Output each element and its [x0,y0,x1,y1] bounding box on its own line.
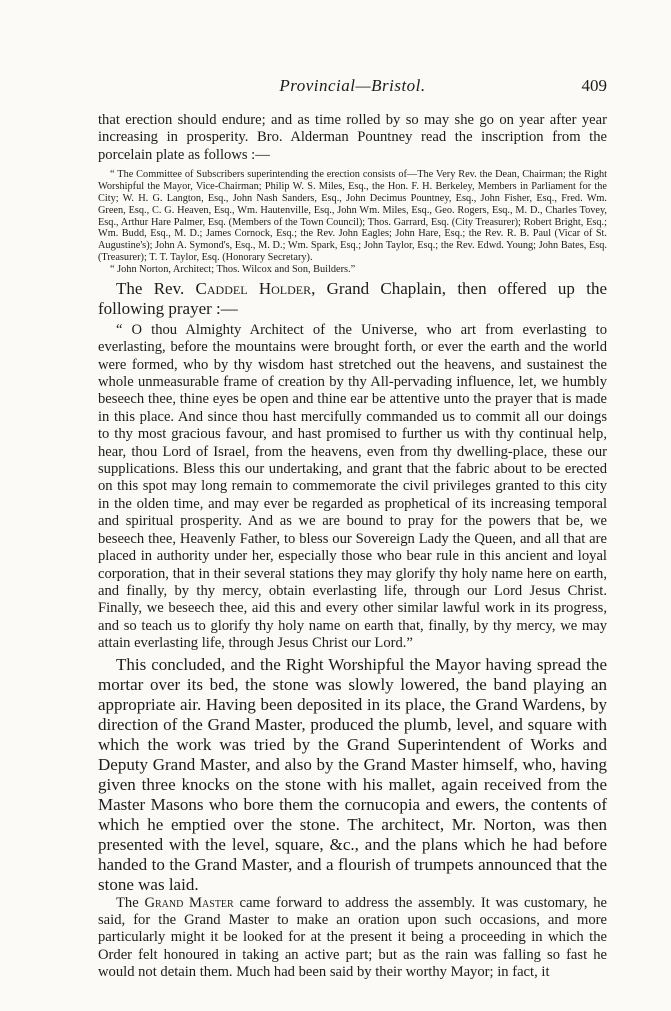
gm-suffix: came forward to address the assembly. It was customary, he said, for the Grand Master to make an oration upon such occasions, and more particularly might it be looked for at the present it being a proceeding in which the Order felt honoured in taking an active part; but as the rain was falling so fast he would not detain them. Much had been said by their worthy Mayor; in fact, it [98,894,608,981]
paragraph-grand-master [98,895,607,982]
chaplain-suffix: , Grand Chaplain, then offered up the following prayer :— [98,278,607,318]
paragraph-ceremony: This concluded, and the Right Worshipful the Mayor having spread the mortar over its bed, the stone was slowly lowered, the band playing an appropriate air. Having been deposited in its place, the Grand Wardens, by direction of the Grand Master, produced the plumb, level, and square with which the work was tried by the Grand Superintendent of Works and Deputy Grand Master, and also by the Grand Master himself, who, having given three knocks on the stone with his mallet, again received from the Master Masons who bore them the cornucopia and ewers, the contents of which he emptied over the stone. The architect, Mr. Norton, was then presented with the level, square, &c., and the plans which he had before handed to the Grand Master, and a flourish of trumpets announced that the stone was laid. [98,654,607,894]
paragraph-chaplain [98,279,607,319]
chaplain-prefix: The Rev. [116,278,196,298]
page-body [98,112,607,982]
inscription-architect: “ John Norton, Architect; Thos. Wilcox and Son, Builders.” [110,263,356,275]
chaplain-name: Caddel Holder [195,278,312,298]
gm-name: Grand Master [144,894,234,911]
running-title: Provincial—Bristol. [279,76,426,95]
running-header [98,76,607,102]
inscription-committee: “ The Committee of Subscribers superintending the erection consists of—The Very Rev. the Dean, Chairman; the Right Worshipful the Mayor, Vice-Chairman; Philip W. S. Miles, Esq., the Hon. F. H. Berkeley, Members in Parliament for the City; W. H. G. Langton, Esq., John Nash Sanders, Esq., John Decimus Pountney, Esq., John Fisher, Esq., Fred. Wm. Green, Esq., C. G. Heaven, Esq., Wm. Hautenville, Esq., John Wm. Miles, Esq., Geo. Rogers, Esq., M. D., Charles Tovey, Esq., Arthur Hare Palmer, Esq. (Members of the Town Council); Thos. Garrard, Esq. (City Treasurer); Robert Bright, Esq.; Wm. Budd, Esq., M. D.; James Cornock, Esq.; the Rev. John Eagles; John Hare, Esq.; the Rev. R. B. Paul (Vicar of St. Augustine's); John A. Symond's, Esq., M. D.; Wm. Spark, Esq.; John Taylor, Esq.; the Rev. Edwd. Young; John Bates, Esq. (Treasurer); T. T. Taylor, Esq. (Honorary Secretary). [98,169,607,264]
page-number: 409 [581,76,607,95]
paragraph-opening: that erection should endure; and as time rolled by so may she go on year after year increasing in prosperity. Bro. Alderman Pountney read the inscription from the porcelain plate as follows :— [98,112,607,163]
prayer-text: “ O thou Almighty Architect of the Universe, who art from everlasting to everlasting, before the mountains were brought forth, or ever the earth and the world were formed, who by thy wisdom hast stretched out the heavens, and sustainest the whole unmeasurable frame of creation by thy All-pervading influence, let, we humbly beseech thee, thine eyes be open and thine ear be attentive unto the prayer that is made in this place. And since thou hast mercifully commanded us to commit all our doings to thy most gracious favour, and hast promised to further us with thy continual help, hear, thou Lord of Israel, from the heavens, even from thy dwelling-place, these our supplications. Bless this our undertaking, and grant that the fabric about to be erected on this spot may long remain to commemorate the civil privileges granted to this city in the olden time, and may ever be regarded as prophetical of its increasing temporal and spiritual prosperity. And as we are bound to pray for the powers that be, we beseech thee, Heavenly Father, to bless our Sovereign Lady the Queen, and all that are placed in authority under her, especially those who bear rule in this ancient and loyal corporation, that in their several stations they may glorify thy holy name here on earth, and finally, by thy mercy, obtain everlasting life, through our Lord Jesus Christ. Finally, we beseech thee, aid this and every other similar lawful work in its progress, and so teach us to glorify thy holy name on earth that, finally, by thy mercy, we may attain everlasting life, through Jesus Christ our Lord.” [98,321,607,652]
gm-prefix: The [116,894,145,911]
